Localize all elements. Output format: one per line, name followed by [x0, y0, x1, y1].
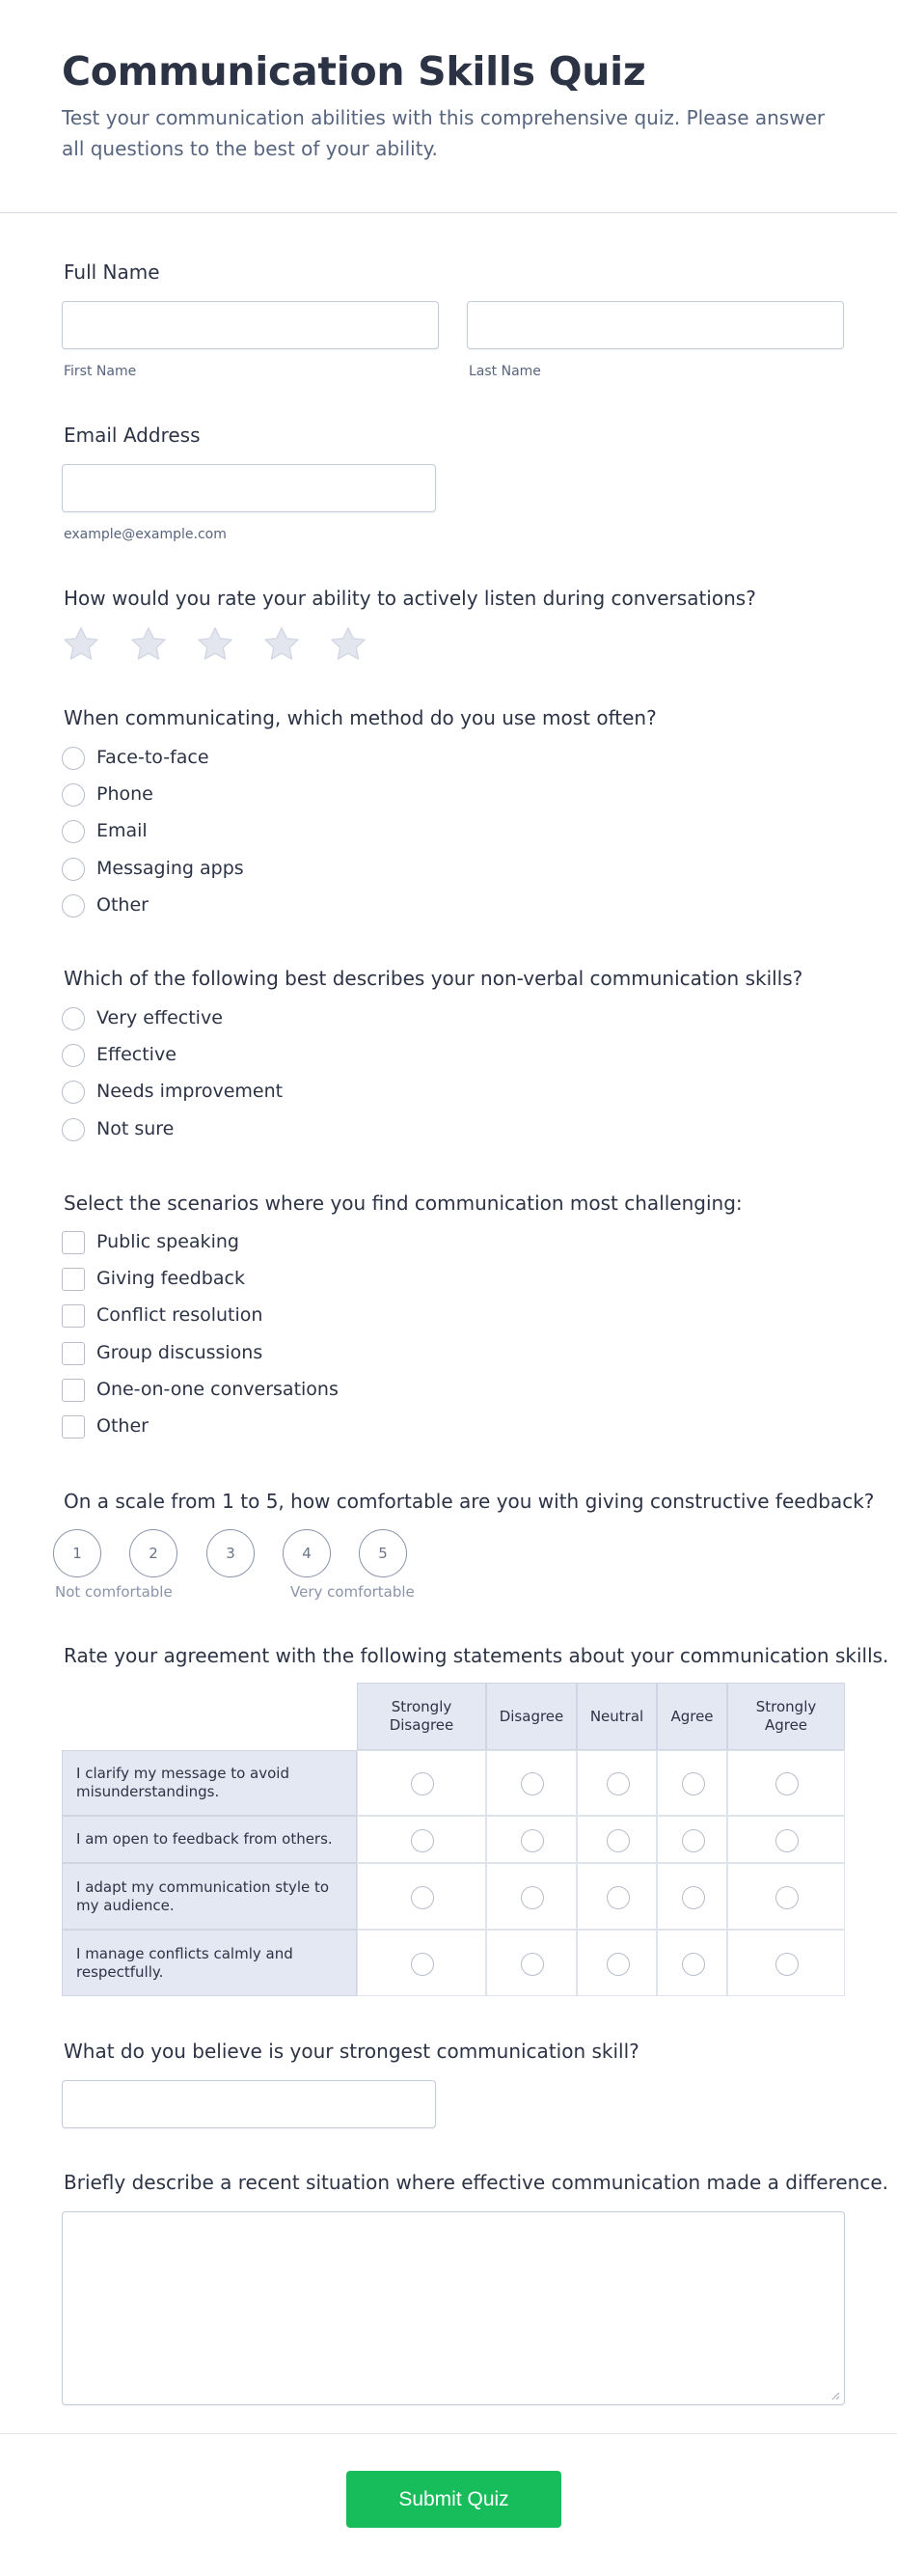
form-title: Communication Skills Quiz [62, 48, 646, 95]
scale-option-button[interactable]: 4 [283, 1529, 331, 1577]
matrix-radio[interactable] [775, 1829, 799, 1852]
last-name-sublabel: Last Name [469, 364, 541, 379]
scenario-checkbox[interactable] [62, 1231, 85, 1254]
scenario-option-label: Other [96, 1415, 149, 1437]
matrix-cell [486, 1863, 577, 1930]
matrix-cell [357, 1930, 486, 1996]
scenario-option-label: Group discussions [96, 1341, 263, 1363]
scale-low-label: Not comfortable [55, 1583, 173, 1601]
matrix-cell [727, 1750, 845, 1816]
matrix-radio[interactable] [521, 1886, 544, 1909]
nonverbal-radio[interactable] [62, 1044, 85, 1067]
matrix-cell [357, 1816, 486, 1863]
nonverbal-question: Which of the following best describes your non-verbal communication skills? [64, 967, 803, 990]
email-label: Email Address [64, 424, 201, 447]
matrix-radio[interactable] [682, 1829, 705, 1852]
method-option-label: Other [96, 893, 149, 916]
matrix-row-label: I manage conflicts calmly and respectfully. [62, 1930, 357, 1996]
matrix-cell [577, 1863, 657, 1930]
nonverbal-option-label: Needs improvement [96, 1081, 284, 1103]
matrix-radio[interactable] [682, 1953, 705, 1976]
matrix-cell [727, 1930, 845, 1996]
scenario-checkbox[interactable] [62, 1268, 85, 1291]
scale-high-label: Very comfortable [290, 1583, 415, 1601]
matrix-row-label: I adapt my communication style to my audience. [62, 1863, 357, 1930]
nonverbal-radio[interactable] [62, 1007, 85, 1030]
matrix-cell [357, 1863, 486, 1930]
scenario-checkbox[interactable] [62, 1342, 85, 1365]
scenario-option-label: Public speaking [96, 1231, 239, 1252]
matrix-radio[interactable] [607, 1953, 630, 1976]
matrix-cell [577, 1930, 657, 1996]
strongest-skill-input[interactable] [62, 2080, 436, 2128]
first-name-input[interactable] [62, 301, 439, 349]
matrix-radio[interactable] [775, 1953, 799, 1976]
matrix-cell [486, 1750, 577, 1816]
star-icon[interactable] [61, 624, 101, 665]
situation-textarea[interactable] [62, 2211, 845, 2405]
scenarios-question: Select the scenarios where you find communication most challenging: [64, 1192, 743, 1215]
scenario-checkbox[interactable] [62, 1379, 85, 1402]
star-icon[interactable] [128, 624, 169, 665]
scenario-option-label: Conflict resolution [96, 1304, 263, 1327]
method-option-label: Email [96, 820, 148, 842]
method-question: When communicating, which method do you use most often? [64, 706, 657, 729]
matrix-radio[interactable] [775, 1886, 799, 1909]
matrix-cell [657, 1863, 727, 1930]
scenario-option-label: Giving feedback [96, 1268, 245, 1290]
email-sublabel: example@example.com [64, 527, 227, 542]
listening-question: How would you rate your ability to actively listen during conversations? [64, 587, 756, 610]
matrix-row-label: I am open to feedback from others. [62, 1816, 357, 1863]
scale-option-button[interactable]: 5 [359, 1529, 407, 1577]
matrix-radio[interactable] [411, 1953, 434, 1976]
scenario-checkbox[interactable] [62, 1415, 85, 1439]
matrix-cell [727, 1863, 845, 1930]
scenario-option-label: One-on-one conversations [96, 1378, 339, 1400]
situation-question: Briefly describe a recent situation where effective communication made a difference. [64, 2171, 888, 2194]
method-radio[interactable] [62, 858, 85, 881]
matrix-radio[interactable] [411, 1829, 434, 1852]
matrix-column-header: Disagree [486, 1683, 577, 1750]
star-icon[interactable] [261, 624, 302, 665]
matrix-radio[interactable] [607, 1886, 630, 1909]
method-option-label: Messaging apps [96, 857, 244, 879]
form-header [0, 0, 897, 213]
full-name-label: Full Name [64, 260, 160, 284]
matrix-column-header: Strongly Disagree [357, 1683, 486, 1750]
matrix-radio[interactable] [775, 1772, 799, 1795]
star-icon[interactable] [328, 624, 368, 665]
submit-button[interactable]: Submit Quiz [346, 2471, 561, 2528]
method-radio[interactable] [62, 747, 85, 770]
nonverbal-radio[interactable] [62, 1081, 85, 1104]
method-radio[interactable] [62, 894, 85, 918]
nonverbal-option-label: Not sure [96, 1117, 175, 1139]
resize-handle-icon[interactable] [830, 2391, 840, 2400]
matrix-radio[interactable] [682, 1886, 705, 1909]
matrix-radio[interactable] [521, 1829, 544, 1852]
scale-question: On a scale from 1 to 5, how comfortable are you with giving constructive feedback? [64, 1490, 875, 1513]
scale-option-button[interactable]: 3 [206, 1529, 255, 1577]
matrix-cell [657, 1816, 727, 1863]
method-radio[interactable] [62, 820, 85, 843]
matrix-cell [577, 1816, 657, 1863]
method-radio[interactable] [62, 783, 85, 807]
matrix-cell [657, 1930, 727, 1996]
matrix-column-header: Agree [657, 1683, 727, 1750]
nonverbal-radio[interactable] [62, 1118, 85, 1141]
matrix-radio[interactable] [607, 1772, 630, 1795]
matrix-radio[interactable] [682, 1772, 705, 1795]
star-icon[interactable] [195, 624, 235, 665]
matrix-column-header: Strongly Agree [727, 1683, 845, 1750]
matrix-radio[interactable] [607, 1829, 630, 1852]
agreement-matrix [62, 1683, 845, 1996]
matrix-radio[interactable] [411, 1772, 434, 1795]
matrix-cell [486, 1816, 577, 1863]
last-name-input[interactable] [467, 301, 844, 349]
matrix-cell [577, 1750, 657, 1816]
method-option-label: Face-to-face [96, 747, 209, 768]
matrix-radio[interactable] [521, 1953, 544, 1976]
matrix-cell [486, 1930, 577, 1996]
matrix-cell [727, 1816, 845, 1863]
matrix-question: Rate your agreement with the following statements about your communication skills. [64, 1644, 889, 1667]
method-option-label: Phone [96, 783, 153, 806]
matrix-radio[interactable] [411, 1886, 434, 1909]
scale-option-button[interactable]: 1 [53, 1529, 101, 1577]
nonverbal-option-label: Very effective [96, 1007, 223, 1028]
matrix-radio[interactable] [521, 1772, 544, 1795]
scenario-checkbox[interactable] [62, 1304, 85, 1328]
matrix-column-header: Neutral [577, 1683, 657, 1750]
matrix-row-label: I clarify my message to avoid misunderstandings. [62, 1750, 357, 1816]
scale-option-button[interactable]: 2 [129, 1529, 177, 1577]
first-name-sublabel: First Name [64, 364, 137, 379]
form-description: Test your communication abilities with this comprehensive quiz. Please answer all questions to the best of your ability. [62, 106, 826, 160]
matrix-cell [657, 1750, 727, 1816]
strongest-question: What do you believe is your strongest communication skill? [64, 2040, 639, 2063]
email-input[interactable] [62, 464, 436, 512]
matrix-cell [357, 1750, 486, 1816]
nonverbal-option-label: Effective [96, 1044, 177, 1066]
